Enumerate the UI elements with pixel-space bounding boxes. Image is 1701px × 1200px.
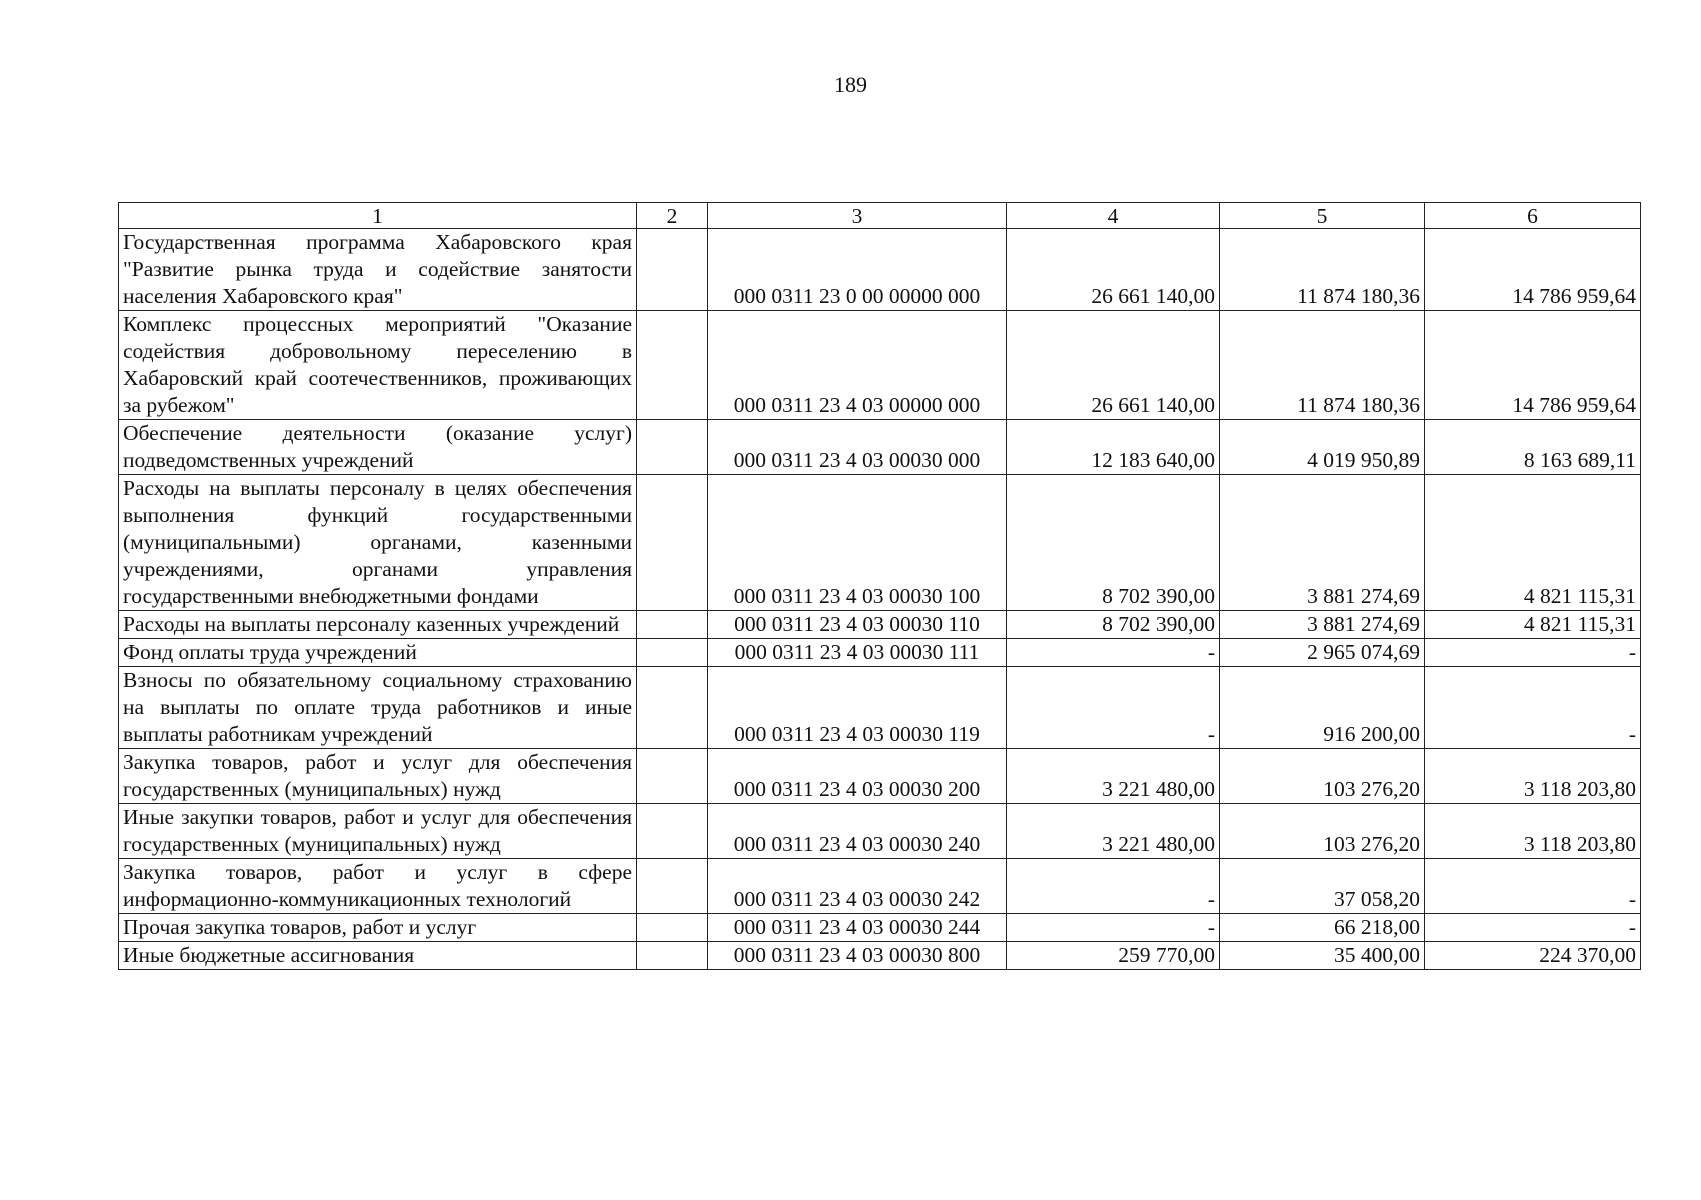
header-row <box>119 203 1641 229</box>
header-col-5: 5 <box>1220 203 1425 229</box>
row-code: 000 0311 23 4 03 00030 110 <box>708 611 1007 639</box>
row-value-4: 259 770,00 <box>1007 942 1220 970</box>
row-name: Расходы на выплаты персоналу казенных учреждений <box>119 611 637 639</box>
page-number: 189 <box>834 72 867 97</box>
header-col-6: 6 <box>1425 203 1641 229</box>
row-value-4: 8 702 390,00 <box>1007 475 1220 611</box>
row-code: 000 0311 23 4 03 00030 111 <box>708 639 1007 667</box>
row-value-5: 3 881 274,69 <box>1220 611 1425 639</box>
table-row <box>119 611 1641 639</box>
row-value-5: 103 276,20 <box>1220 804 1425 859</box>
row-value-6: 3 118 203,80 <box>1425 749 1641 804</box>
row-name: Взносы по обязательному социальному страхованию на выплаты по оплате труда работников и иные выплаты работникам учреждений <box>119 667 637 749</box>
row-code: 000 0311 23 4 03 00030 244 <box>708 914 1007 942</box>
table-row <box>119 475 1641 611</box>
row-col2 <box>637 859 708 914</box>
row-name: Государственная программа Хабаровского края "Развитие рынка труда и содействие занятости населения Хабаровского края" <box>119 229 637 311</box>
row-code: 000 0311 23 0 00 00000 000 <box>708 229 1007 311</box>
row-value-5: 11 874 180,36 <box>1220 311 1425 420</box>
header-col-4: 4 <box>1007 203 1220 229</box>
row-name: Обеспечение деятельности (оказание услуг) подведомственных учреждений <box>119 420 637 475</box>
row-value-5: 103 276,20 <box>1220 749 1425 804</box>
row-col2 <box>637 804 708 859</box>
row-value-6: 8 163 689,11 <box>1425 420 1641 475</box>
row-value-6: 14 786 959,64 <box>1425 311 1641 420</box>
row-name: Комплекс процессных мероприятий "Оказание содействия добровольному переселению в Хабаровский край соотечественников, проживающих за рубежом" <box>119 311 637 420</box>
row-value-4: 12 183 640,00 <box>1007 420 1220 475</box>
row-col2 <box>637 667 708 749</box>
row-value-5: 37 058,20 <box>1220 859 1425 914</box>
row-value-6: - <box>1425 639 1641 667</box>
table-row <box>119 859 1641 914</box>
row-value-4: 3 221 480,00 <box>1007 749 1220 804</box>
row-value-6: 3 118 203,80 <box>1425 804 1641 859</box>
row-value-4: - <box>1007 914 1220 942</box>
row-name: Иные бюджетные ассигнования <box>119 942 637 970</box>
table-row <box>119 749 1641 804</box>
table-row <box>119 311 1641 420</box>
row-code: 000 0311 23 4 03 00000 000 <box>708 311 1007 420</box>
row-value-4: 8 702 390,00 <box>1007 611 1220 639</box>
row-value-5: 66 218,00 <box>1220 914 1425 942</box>
row-value-6: 4 821 115,31 <box>1425 611 1641 639</box>
row-code: 000 0311 23 4 03 00030 800 <box>708 942 1007 970</box>
row-value-5: 916 200,00 <box>1220 667 1425 749</box>
row-value-4: 3 221 480,00 <box>1007 804 1220 859</box>
row-value-6: - <box>1425 914 1641 942</box>
row-code: 000 0311 23 4 03 00030 242 <box>708 859 1007 914</box>
row-name: Прочая закупка товаров, работ и услуг <box>119 914 637 942</box>
row-col2 <box>637 229 708 311</box>
row-value-5: 3 881 274,69 <box>1220 475 1425 611</box>
table-row <box>119 667 1641 749</box>
row-name: Закупка товаров, работ и услуг для обеспечения государственных (муниципальных) нужд <box>119 749 637 804</box>
row-col2 <box>637 420 708 475</box>
table-row <box>119 639 1641 667</box>
row-name: Иные закупки товаров, работ и услуг для обеспечения государственных (муниципальных) нужд <box>119 804 637 859</box>
row-value-4: - <box>1007 859 1220 914</box>
row-value-6: 4 821 115,31 <box>1425 475 1641 611</box>
row-code: 000 0311 23 4 03 00030 200 <box>708 749 1007 804</box>
table-row <box>119 420 1641 475</box>
row-col2 <box>637 639 708 667</box>
row-name: Закупка товаров, работ и услуг в сфере информационно-коммуникационных технологий <box>119 859 637 914</box>
row-value-5: 35 400,00 <box>1220 942 1425 970</box>
header-col-2: 2 <box>637 203 708 229</box>
row-col2 <box>637 475 708 611</box>
row-value-4: - <box>1007 639 1220 667</box>
row-code: 000 0311 23 4 03 00030 119 <box>708 667 1007 749</box>
header-col-3: 3 <box>708 203 1007 229</box>
row-code: 000 0311 23 4 03 00030 000 <box>708 420 1007 475</box>
row-value-6: 14 786 959,64 <box>1425 229 1641 311</box>
row-col2 <box>637 311 708 420</box>
row-col2 <box>637 914 708 942</box>
header-col-1: 1 <box>119 203 637 229</box>
row-value-5: 2 965 074,69 <box>1220 639 1425 667</box>
table-row <box>119 229 1641 311</box>
row-col2 <box>637 611 708 639</box>
row-value-4: 26 661 140,00 <box>1007 229 1220 311</box>
row-value-6: - <box>1425 859 1641 914</box>
table-row <box>119 804 1641 859</box>
budget-table <box>118 202 1641 970</box>
row-col2 <box>637 749 708 804</box>
row-col2 <box>637 942 708 970</box>
table-row <box>119 914 1641 942</box>
row-value-4: - <box>1007 667 1220 749</box>
row-code: 000 0311 23 4 03 00030 240 <box>708 804 1007 859</box>
row-value-5: 4 019 950,89 <box>1220 420 1425 475</box>
row-name: Расходы на выплаты персоналу в целях обеспечения выполнения функций государственными (муниципальными) органами, казенными учреждениями, органами управления государственными внебюджетными фондами <box>119 475 637 611</box>
row-value-5: 11 874 180,36 <box>1220 229 1425 311</box>
row-code: 000 0311 23 4 03 00030 100 <box>708 475 1007 611</box>
table-row <box>119 942 1641 970</box>
row-value-4: 26 661 140,00 <box>1007 311 1220 420</box>
row-value-6: - <box>1425 667 1641 749</box>
row-name: Фонд оплаты труда учреждений <box>119 639 637 667</box>
row-value-6: 224 370,00 <box>1425 942 1641 970</box>
